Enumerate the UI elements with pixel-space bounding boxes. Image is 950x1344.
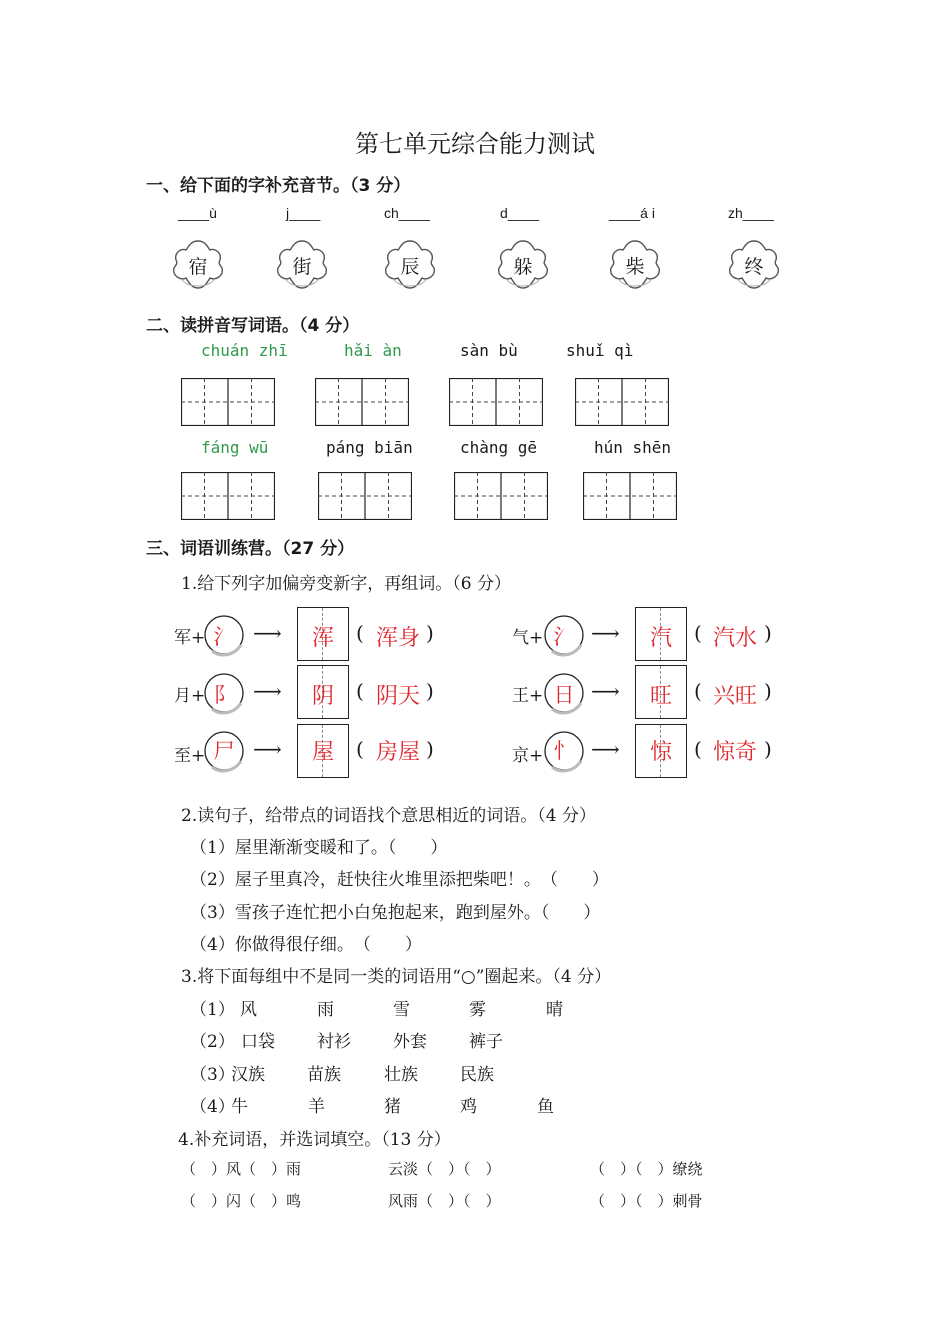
radical-answer: 氵 (213, 625, 235, 649)
word-option[interactable]: 衬衫 (317, 1032, 351, 1052)
sentence-item: （4）你做得很仔细。 （ ） (190, 935, 422, 955)
base-char: 王+ (512, 686, 544, 706)
writing-grid[interactable] (454, 472, 548, 520)
radical-answer: 忄 (553, 739, 575, 763)
page-title: 第七单元综合能力测试 (355, 130, 595, 158)
base-char: 至+ (174, 746, 206, 766)
word-answer: 汽水 (713, 626, 758, 651)
pinyin-word: sàn bù (460, 341, 518, 360)
pinyin-word: páng biān (326, 438, 413, 457)
word-option[interactable]: 汉族 (231, 1065, 265, 1085)
sentence-item: （2）屋子里真冷，赶快往火堆里添把柴吧！。 （ ） (190, 870, 609, 890)
flower-char: 辰 (400, 256, 420, 278)
question-3-text: 3.将下面每组中不是同一类的词语用“○”圈起来。（4 分） (181, 967, 612, 987)
close-paren: ) (426, 621, 434, 645)
word-option[interactable]: 外套 (393, 1032, 427, 1052)
pinyin-word: chuán zhī (201, 341, 288, 360)
arrow-icon: ⟶ (253, 679, 282, 703)
pinyin-word: hún shēn (594, 438, 672, 457)
pinyin-word: shuǐ qì (566, 341, 634, 360)
word-option[interactable]: 猪 (384, 1097, 401, 1117)
word-option[interactable]: 雨 (317, 1000, 334, 1020)
flower-char: 终 (744, 256, 764, 278)
open-paren: ( (694, 737, 702, 761)
flower-char: 宿 (188, 256, 208, 278)
new-char-answer: 惊 (649, 740, 672, 765)
open-paren: ( (694, 679, 702, 703)
group-label: （1） (190, 1000, 235, 1020)
word-option[interactable]: 羊 (308, 1097, 325, 1117)
group-label: （4） (190, 1097, 235, 1117)
new-char-answer: 阴 (311, 684, 334, 709)
pinyin-word: fáng wū (201, 438, 269, 457)
pinyin-blank[interactable]: zh____ (728, 205, 774, 221)
word-option[interactable]: 风 (240, 1000, 257, 1020)
radical-answer: 日 (553, 683, 575, 707)
close-paren: ) (426, 737, 434, 761)
writing-grid[interactable] (315, 378, 409, 426)
open-paren: ( (356, 679, 364, 703)
writing-grid[interactable] (181, 472, 275, 520)
group-label: （2） (190, 1032, 235, 1052)
radical-answer: 尸 (213, 739, 235, 763)
flower-char: 街 (292, 256, 312, 278)
section-2-heading: 二、读拼音写词语。（4 分） (146, 316, 360, 336)
word-option[interactable]: 苗族 (307, 1065, 341, 1085)
pinyin-word: hǎi àn (344, 341, 402, 360)
pinyin-blank[interactable]: d____ (500, 205, 539, 221)
word-answer: 浑身 (376, 626, 421, 651)
section-3-heading: 三、词语训练营。（27 分） (146, 539, 355, 559)
flower-char: 柴 (625, 256, 645, 278)
word-answer: 惊奇 (713, 740, 758, 765)
writing-grid[interactable] (583, 472, 677, 520)
word-option[interactable]: 民族 (460, 1065, 494, 1085)
word-option[interactable]: 雪 (393, 1000, 410, 1020)
fill-blank-word[interactable]: （ ）闪（ ）鸣 (181, 1192, 302, 1210)
new-char-answer: 汽 (649, 626, 672, 651)
group-label: （3） (190, 1065, 235, 1085)
pinyin-blank[interactable]: ch____ (384, 205, 430, 221)
base-char: 京+ (512, 746, 544, 766)
writing-grid[interactable] (575, 378, 669, 426)
open-paren: ( (356, 621, 364, 645)
arrow-icon: ⟶ (591, 737, 620, 761)
word-answer: 兴旺 (713, 684, 758, 709)
new-char-answer: 屋 (311, 740, 334, 765)
word-option[interactable]: 雾 (469, 1000, 486, 1020)
open-paren: ( (356, 737, 364, 761)
open-paren: ( (694, 621, 702, 645)
writing-grid[interactable] (318, 472, 412, 520)
sentence-item: （1）屋里渐渐变暖和了。（ ） (190, 838, 448, 858)
word-option[interactable]: 鱼 (537, 1097, 554, 1117)
pinyin-blank[interactable]: ____ù (178, 205, 217, 221)
base-char: 军+ (174, 628, 206, 648)
flower-char: 躲 (513, 256, 533, 278)
close-paren: ) (764, 679, 772, 703)
word-option[interactable]: 口袋 (241, 1032, 275, 1052)
pinyin-blank[interactable]: j____ (286, 205, 321, 221)
word-option[interactable]: 壮族 (384, 1065, 418, 1085)
radical-answer: 氵 (553, 625, 575, 649)
fill-blank-word[interactable]: （ ）（ ）刺骨 (590, 1192, 703, 1210)
word-option[interactable]: 裤子 (469, 1032, 503, 1052)
word-option[interactable]: 晴 (546, 1000, 563, 1020)
close-paren: ) (764, 621, 772, 645)
word-option[interactable]: 鸡 (460, 1097, 477, 1117)
close-paren: ) (426, 679, 434, 703)
word-answer: 阴天 (376, 684, 421, 709)
new-char-answer: 旺 (649, 684, 672, 709)
fill-blank-word[interactable]: 云淡（ ）（ ） (388, 1160, 501, 1178)
pinyin-blank[interactable]: ____á i (609, 205, 655, 221)
question-1-text: 1.给下列字加偏旁变新字，再组词。（6 分） (181, 574, 511, 594)
fill-blank-word[interactable]: （ ）风（ ）雨 (181, 1160, 302, 1178)
writing-grid[interactable] (181, 378, 275, 426)
question-4-text: 4.补充词语，并选词填空。（13 分） (178, 1130, 451, 1150)
arrow-icon: ⟶ (253, 737, 282, 761)
fill-blank-word[interactable]: （ ）（ ）缭绕 (590, 1160, 703, 1178)
writing-grid[interactable] (449, 378, 543, 426)
question-2-text: 2.读句子，给带点的词语找个意思相近的词语。（4 分） (181, 806, 596, 826)
base-char: 月+ (174, 686, 206, 706)
arrow-icon: ⟶ (591, 621, 620, 645)
base-char: 气+ (512, 628, 544, 648)
arrow-icon: ⟶ (591, 679, 620, 703)
radical-answer: 阝 (213, 683, 235, 707)
section-1-heading: 一、给下面的字补充音节。（3 分） (146, 176, 411, 196)
close-paren: ) (764, 737, 772, 761)
word-option[interactable]: 牛 (231, 1097, 248, 1117)
word-answer: 房屋 (376, 740, 421, 765)
sentence-item: （3）雪孩子连忙把小白兔抱起来，跑到屋外。（ ） (190, 903, 601, 923)
fill-blank-word[interactable]: 风雨（ ）（ ） (388, 1192, 501, 1210)
arrow-icon: ⟶ (253, 621, 282, 645)
pinyin-word: chàng gē (460, 438, 538, 457)
new-char-answer: 浑 (311, 626, 334, 651)
